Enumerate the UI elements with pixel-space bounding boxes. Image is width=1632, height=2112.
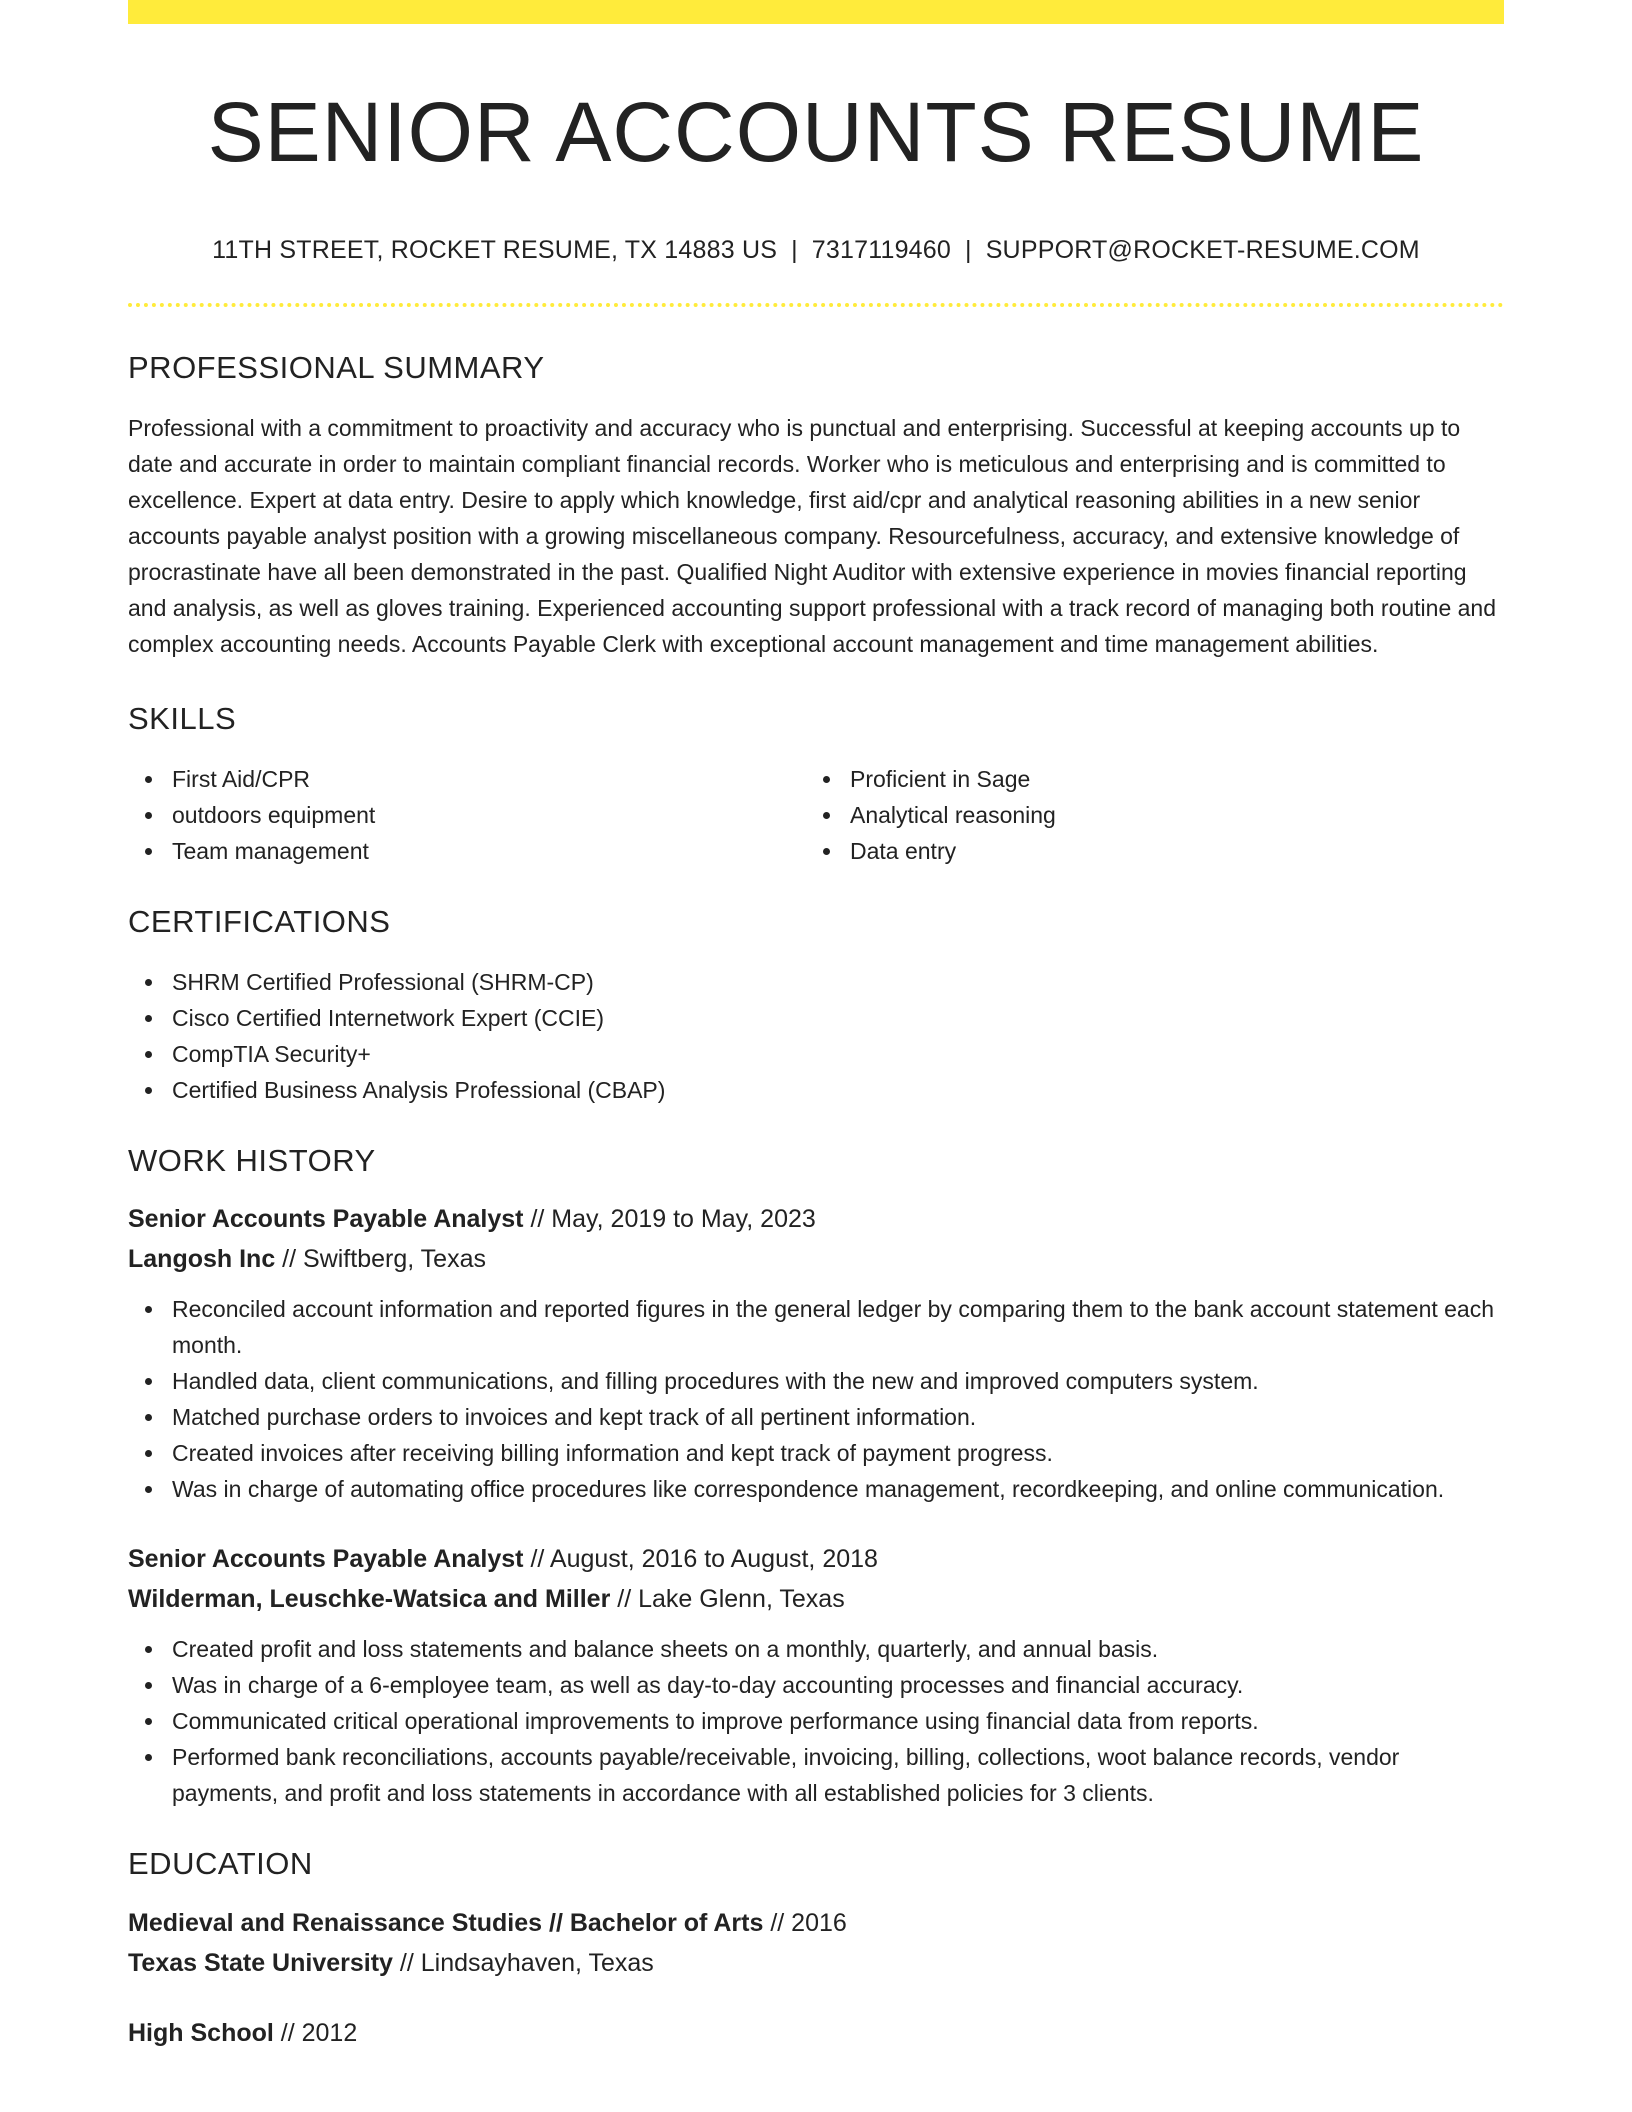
- certification-item: Cisco Certified Internetwork Expert (CCIE): [128, 1000, 1504, 1036]
- contact-separator: |: [964, 235, 972, 264]
- contact-address: 11TH STREET, ROCKET RESUME, TX 14883 US: [212, 235, 778, 264]
- skill-item: Proficient in Sage: [806, 761, 1484, 797]
- job-location: // Swiftberg, Texas: [275, 1245, 486, 1274]
- job-title-line: [128, 1199, 1504, 1239]
- education-location: // Lindsayhaven, Texas: [392, 1948, 654, 1977]
- education-degree: Medieval and Renaissance Studies // Bachelor of Arts: [128, 1908, 764, 1937]
- accent-top-bar: [128, 0, 1504, 24]
- education-year: // 2012: [273, 2018, 358, 2047]
- education-school-line: [128, 1943, 1504, 1983]
- work-history-heading: WORK HISTORY: [128, 1143, 376, 1179]
- contact-line: [128, 235, 1504, 265]
- skill-item: First Aid/CPR: [128, 761, 806, 797]
- education-heading: EDUCATION: [128, 1846, 313, 1882]
- job-bullet-list: [128, 1291, 1504, 1507]
- job-title-line: [128, 1539, 1504, 1579]
- job-company: Langosh Inc: [128, 1245, 276, 1274]
- skill-item: Team management: [128, 833, 806, 869]
- skill-item: outdoors equipment: [128, 797, 806, 833]
- job-company-line: [128, 1579, 1504, 1619]
- certifications-heading: CERTIFICATIONS: [128, 903, 391, 939]
- job-bullet: Was in charge of a 6-employee team, as well as day-to-day accounting processes and financial accuracy.: [128, 1667, 1504, 1703]
- job-company-line: [128, 1239, 1504, 1279]
- resume-page: [128, 0, 1504, 2053]
- certification-item: SHRM Certified Professional (SHRM-CP): [128, 964, 1504, 1000]
- job-dates: // August, 2016 to August, 2018: [523, 1545, 878, 1574]
- contact-phone: 7317119460: [811, 235, 951, 264]
- certification-item: CompTIA Security+: [128, 1036, 1504, 1072]
- contact-email: SUPPORT@ROCKET-RESUME.COM: [985, 235, 1420, 264]
- skill-item: Data entry: [806, 833, 1484, 869]
- job-bullet: Created invoices after receiving billing information and kept track of payment progress.: [128, 1435, 1504, 1471]
- job-title: Senior Accounts Payable Analyst: [128, 1205, 524, 1234]
- job-title: Senior Accounts Payable Analyst: [128, 1545, 524, 1574]
- education-year: // 2016: [763, 1908, 847, 1937]
- certifications-list: [128, 964, 1504, 1108]
- skills-grid: [128, 761, 1504, 869]
- skills-heading: SKILLS: [128, 700, 237, 736]
- job-bullet: Communicated critical operational improvements to improve performance using financial data from reports.: [128, 1703, 1504, 1739]
- summary-heading: PROFESSIONAL SUMMARY: [128, 349, 545, 385]
- education-school: Texas State University: [128, 1948, 393, 1977]
- skill-item: Analytical reasoning: [806, 797, 1484, 833]
- job-bullet: Created profit and loss statements and balance sheets on a monthly, quarterly, and annual basis.: [128, 1631, 1504, 1667]
- resume-title: SENIOR ACCOUNTS RESUME: [207, 85, 1425, 179]
- skills-list-right: [806, 761, 1484, 869]
- education-degree-line: [128, 2013, 1504, 2053]
- certification-item: Certified Business Analysis Professional (CBAP): [128, 1072, 1504, 1108]
- job-company: Wilderman, Leuschke-Watsica and Miller: [128, 1585, 611, 1614]
- skills-list-left: [128, 761, 806, 869]
- education-degree-line: [128, 1903, 1504, 1943]
- job-bullet-list: [128, 1631, 1504, 1811]
- dotted-divider: [128, 303, 1504, 307]
- job-dates: // May, 2019 to May, 2023: [523, 1205, 816, 1234]
- education-degree: High School: [128, 2018, 274, 2047]
- job-bullet: Handled data, client communications, and filling procedures with the new and improved computers system.: [128, 1363, 1504, 1399]
- contact-separator: |: [791, 235, 798, 264]
- summary-text: Professional with a commitment to proactivity and accuracy who is punctual and enterprising. Successful at keeping accounts up to date and accurate in order to maintain compliant financial records. Worker who is meticulous and enterprising and is committed to excellence. Expert at data entry. Desire to apply which knowledge, first aid/cpr and analytical reasoning abilities in a new senior accounts payable analyst position with a growing miscellaneous company. Resourcefulness, accuracy, and extensive knowledge of procrastinate have all been demonstrated in the past. Qualified Night Auditor with extensive experience in movies financial reporting and analysis, as well as gloves training. Experienced accounting support professional with a track record of managing both routine and complex accounting needs. Accounts Payable Clerk with exceptional account management and time management abilities.: [128, 414, 1497, 657]
- job-bullet: Reconciled account information and reported figures in the general ledger by comparing them to the bank account statement each month.: [128, 1291, 1504, 1363]
- job-location: // Lake Glenn, Texas: [610, 1585, 845, 1614]
- job-bullet: Was in charge of automating office procedures like correspondence management, recordkeeping, and online communication.: [128, 1471, 1504, 1507]
- job-bullet: Matched purchase orders to invoices and kept track of all pertinent information.: [128, 1399, 1504, 1435]
- job-bullet: Performed bank reconciliations, accounts payable/receivable, invoicing, billing, collections, woot balance records, vendor payments, and profit and loss statements in accordance with all established policies for 3 clients.: [128, 1739, 1504, 1811]
